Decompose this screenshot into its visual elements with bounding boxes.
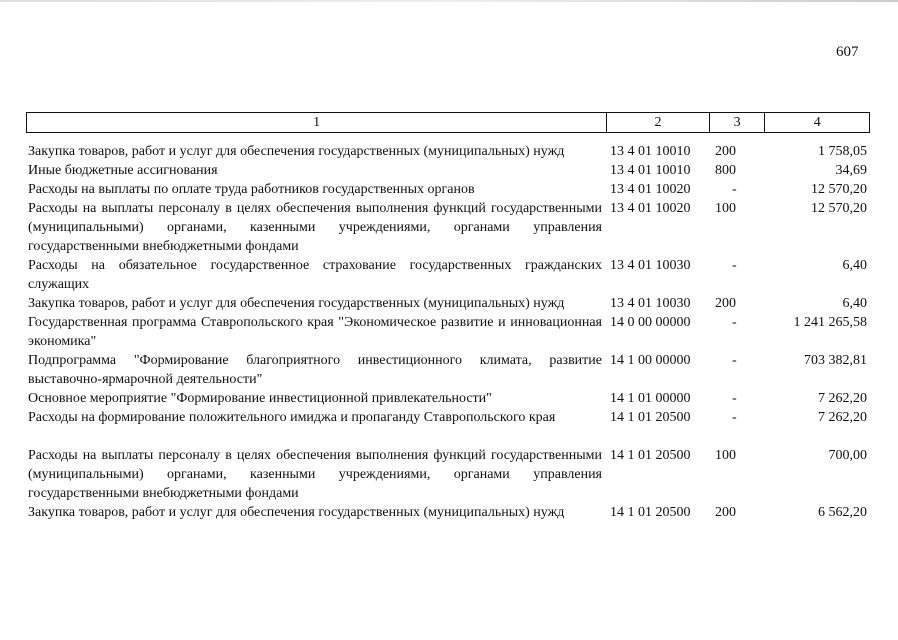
row-amount: 1 758,05 [818, 144, 867, 159]
row-amount: 700,00 [828, 448, 867, 463]
header-col-3: 3 [709, 113, 765, 132]
row-name: Расходы на обязательное государственное страхование государственных гражданских служащих [28, 258, 602, 292]
table-row [26, 408, 870, 427]
row-type: 200 [715, 296, 736, 311]
row-name: Государственная программа Ставропольского края "Экономическое развитие и инновационная экономика" [28, 315, 602, 349]
row-code: 13 4 01 10030 [610, 296, 691, 311]
row-code: 13 4 01 10020 [610, 182, 691, 197]
row-name: Расходы на выплаты по оплате труда работников государственных органов [28, 182, 475, 197]
row-type: 200 [715, 144, 736, 159]
table-row [26, 446, 870, 503]
table-row [26, 256, 870, 294]
row-type: - [732, 315, 737, 330]
table-row [26, 142, 870, 161]
row-code: 13 4 01 10010 [610, 163, 691, 178]
row-spacer [26, 427, 870, 446]
table-body [26, 142, 870, 522]
row-name: Расходы на выплаты персоналу в целях обеспечения выполнения функций государственными (муниципальными) органами, казенными учреждениями, органами управления государственными внебюджетными фондами [28, 201, 602, 254]
row-type: - [732, 353, 737, 368]
row-amount: 7 262,20 [818, 391, 867, 406]
row-type: - [732, 182, 737, 197]
table-row [26, 351, 870, 389]
header-col-4: 4 [764, 113, 869, 132]
budget-table [26, 112, 870, 522]
row-code: 13 4 01 10020 [610, 201, 691, 216]
table-row [26, 313, 870, 351]
row-code: 14 1 00 00000 [610, 353, 691, 368]
table-row [26, 180, 870, 199]
row-amount: 703 382,81 [804, 353, 867, 368]
row-type: - [732, 391, 737, 406]
table-row [26, 199, 870, 256]
scan-edge [0, 0, 898, 2]
row-code: 14 1 01 20500 [610, 448, 691, 463]
table-row [26, 503, 870, 522]
page-number: 607 [836, 44, 859, 60]
row-type: 100 [715, 201, 736, 216]
table-row [26, 161, 870, 180]
row-name: Закупка товаров, работ и услуг для обеспечения государственных (муниципальных) нужд [28, 144, 565, 159]
row-name: Закупка товаров, работ и услуг для обеспечения государственных (муниципальных) нужд [28, 505, 565, 520]
row-amount: 7 262,20 [818, 410, 867, 425]
row-code: 14 0 00 00000 [610, 315, 691, 330]
row-name: Расходы на формирование положительного имиджа и пропаганду Ставропольского края [28, 410, 556, 425]
row-name: Расходы на выплаты персоналу в целях обеспечения выполнения функций государственными (муниципальными) органами, казенными учреждениями, органами управления государственными внебюджетными фондами [28, 448, 602, 501]
row-code: 14 1 01 20500 [610, 505, 691, 520]
table-row [26, 294, 870, 313]
row-type: 800 [715, 163, 736, 178]
row-type: - [732, 258, 737, 273]
table-row [26, 389, 870, 408]
row-code: 14 1 01 20500 [610, 410, 691, 425]
row-name: Иные бюджетные ассигнования [28, 163, 218, 178]
table-header [26, 112, 870, 133]
row-amount: 12 570,20 [811, 182, 867, 197]
row-amount: 6 562,20 [818, 505, 867, 520]
row-amount: 1 241 265,58 [793, 315, 867, 330]
row-code: 14 1 01 00000 [610, 391, 691, 406]
header-col-2: 2 [606, 113, 709, 132]
row-name: Подпрограмма "Формирование благоприятного инвестиционного климата, развитие выставочно-ярмарочной деятельности" [28, 353, 602, 387]
row-name: Закупка товаров, работ и услуг для обеспечения государственных (муниципальных) нужд [28, 296, 565, 311]
row-name: Основное мероприятие "Формирование инвестиционной привлекательности" [28, 391, 492, 406]
row-type: 200 [715, 505, 736, 520]
row-type: 100 [715, 448, 736, 463]
row-code: 13 4 01 10010 [610, 144, 691, 159]
header-col-1: 1 [313, 115, 321, 130]
row-type: - [732, 410, 737, 425]
row-amount: 12 570,20 [811, 201, 867, 216]
row-amount: 34,69 [835, 163, 867, 178]
row-amount: 6,40 [842, 296, 867, 311]
row-code: 13 4 01 10030 [610, 258, 691, 273]
row-amount: 6,40 [842, 258, 867, 273]
